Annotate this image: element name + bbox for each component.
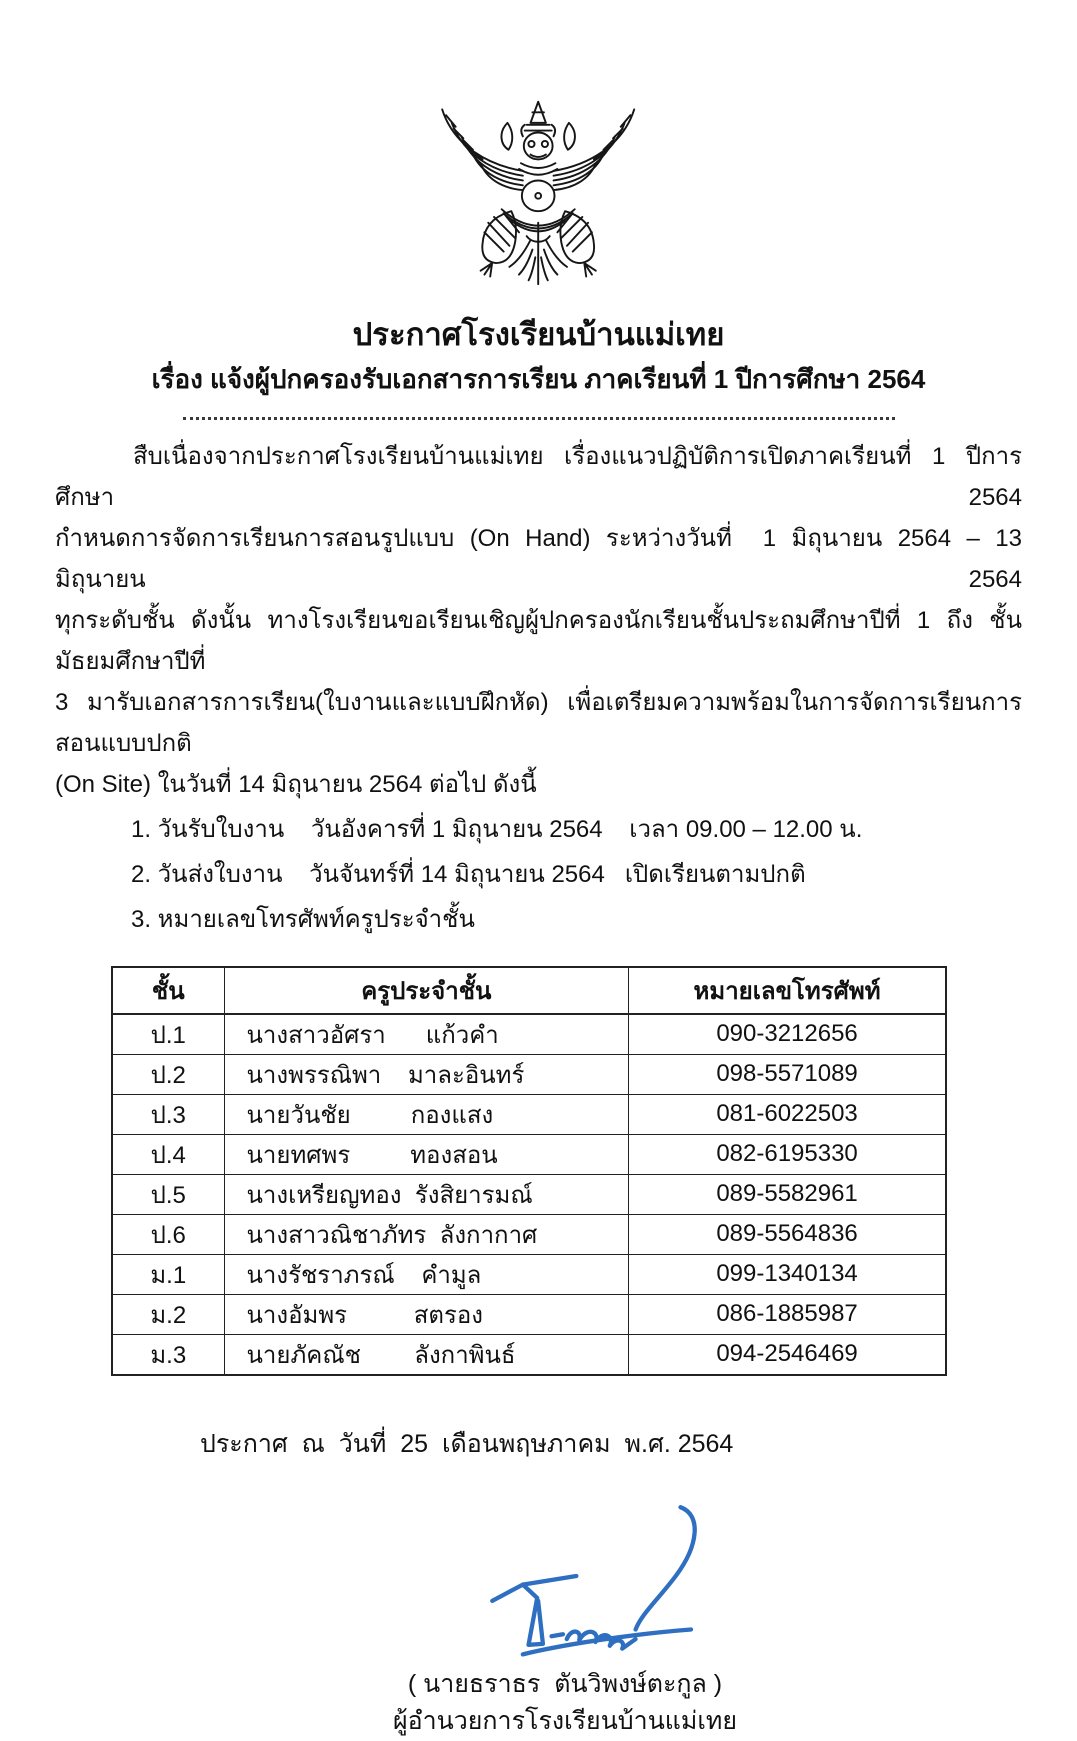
announcement-document xyxy=(0,96,1077,1736)
phone-cell: 081-6022503 xyxy=(629,1094,946,1134)
phone-cell: 094-2546469 xyxy=(629,1334,946,1375)
phone-cell: 089-5582961 xyxy=(629,1174,946,1214)
header-grade: ชั้น xyxy=(112,967,224,1014)
paragraph-line: 3 มารับเอกสารการเรียน(ใบงานและแบบฝึกหัด) เพื่อเตรียมความพร้อมในการจัดการเรียนการสอนแบบปกติ xyxy=(55,688,1022,757)
grade-cell: ป.3 xyxy=(112,1094,224,1134)
grade-cell: ป.5 xyxy=(112,1174,224,1214)
table-row xyxy=(112,1174,946,1214)
grade-cell: ป.2 xyxy=(112,1054,224,1094)
signer-position: ผู้อำนวยการโรงเรียนบ้านแม่เทย xyxy=(392,1707,738,1736)
grade-cell: ม.3 xyxy=(112,1334,224,1375)
phone-cell: 082-6195330 xyxy=(629,1134,946,1174)
teacher-cell: นางสาวอัศรา แก้วคำ xyxy=(224,1014,629,1055)
header-teacher: ครูประจำชั้น xyxy=(224,967,629,1014)
teacher-cell: นางพรรณิพา มาละอินทร์ xyxy=(224,1054,629,1094)
signature-block xyxy=(335,1490,795,1741)
garuda-emblem xyxy=(55,96,1022,288)
teacher-cell: นายภัคณัช ลังกาพินธ์ xyxy=(224,1334,629,1375)
grade-cell: ม.2 xyxy=(112,1294,224,1334)
announcement-date-line: ประกาศ ณ วันที่ 25 เดือนพฤษภาคม พ.ศ. 2564 xyxy=(200,1429,734,1458)
handwritten-signature xyxy=(335,1490,795,1662)
phone-cell: 090-3212656 xyxy=(629,1014,946,1055)
teacher-cell: นางรัชราภรณ์ คำมูล xyxy=(224,1254,629,1294)
teacher-cell: นางอัมพร สตรอง xyxy=(224,1294,629,1334)
phone-cell: 089-5564836 xyxy=(629,1214,946,1254)
table-row xyxy=(112,1094,946,1134)
paragraph-line: ทุกระดับชั้น ดังนั้น ทางโรงเรียนขอเรียนเชิญผู้ปกครองนักเรียนชั้นประถมศึกษาปีที่ 1 ถึง ชั้นมัธยมศึกษาปีที่ xyxy=(55,606,1022,675)
table-row xyxy=(112,1254,946,1294)
grade-cell: ป.4 xyxy=(112,1134,224,1174)
grade-cell: ม.1 xyxy=(112,1254,224,1294)
table-row xyxy=(112,1334,946,1375)
grade-cell: ป.1 xyxy=(112,1014,224,1055)
table-row xyxy=(112,1054,946,1094)
list-item: 1. วันรับใบงาน วันอังคารที่ 1 มิถุนายน 2564 เวลา 09.00 – 12.00 น. xyxy=(131,815,863,843)
teacher-cell: นายวันชัย กองแสง xyxy=(224,1094,629,1134)
page-title: ประกาศโรงเรียนบ้านแม่เทย xyxy=(352,317,725,352)
teacher-phone-table xyxy=(111,966,947,1376)
table-row xyxy=(112,1014,946,1055)
subject-line: เรื่อง แจ้งผู้ปกครองรับเอกสารการเรียน ภาคเรียนที่ 1 ปีการศึกษา 2564 xyxy=(151,363,926,394)
header-phone: หมายเลขโทรศัพท์ xyxy=(629,967,946,1014)
teacher-cell: นางสาวณิชาภัทร ลังกากาศ xyxy=(224,1214,629,1254)
table-row xyxy=(112,1214,946,1254)
teacher-cell: นายทศพร ทองสอน xyxy=(224,1134,629,1174)
body-paragraph xyxy=(55,436,1029,805)
table-row xyxy=(112,1134,946,1174)
paragraph-line: กำหนดการจัดการเรียนการสอนรูปแบบ (On Hand) ระหว่างวันที่ 1 มิถุนายน 2564 – 13 มิถุนายน 2564 xyxy=(55,524,1029,593)
phone-cell: 086-1885987 xyxy=(629,1294,946,1334)
signer-name: ( นายธราธร ตันวิพงษ์ตะกูล ) xyxy=(407,1669,723,1698)
paragraph-line: (On Site) ในวันที่ 14 มิถุนายน 2564 ต่อไป ดังนี้ xyxy=(55,770,537,798)
dotted-divider xyxy=(183,417,895,420)
phone-cell: 099-1340134 xyxy=(629,1254,946,1294)
numbered-list xyxy=(55,807,1022,942)
paragraph-line: สืบเนื่องจากประกาศโรงเรียนบ้านแม่เทย เรื่องแนวปฏิบัติการเปิดภาคเรียนที่ 1 ปีการศึกษา 2564 xyxy=(55,442,1022,511)
list-item: 3. หมายเลขโทรศัพท์ครูประจำชั้น xyxy=(131,905,475,933)
table-header-row xyxy=(112,967,946,1014)
teacher-cell: นางเหรียญทอง รังสิยารมณ์ xyxy=(224,1174,629,1214)
list-item: 2. วันส่งใบงาน วันจันทร์ที่ 14 มิถุนายน 2564 เปิดเรียนตามปกติ xyxy=(131,860,806,888)
phone-cell: 098-5571089 xyxy=(629,1054,946,1094)
table-row xyxy=(112,1294,946,1334)
grade-cell: ป.6 xyxy=(112,1214,224,1254)
